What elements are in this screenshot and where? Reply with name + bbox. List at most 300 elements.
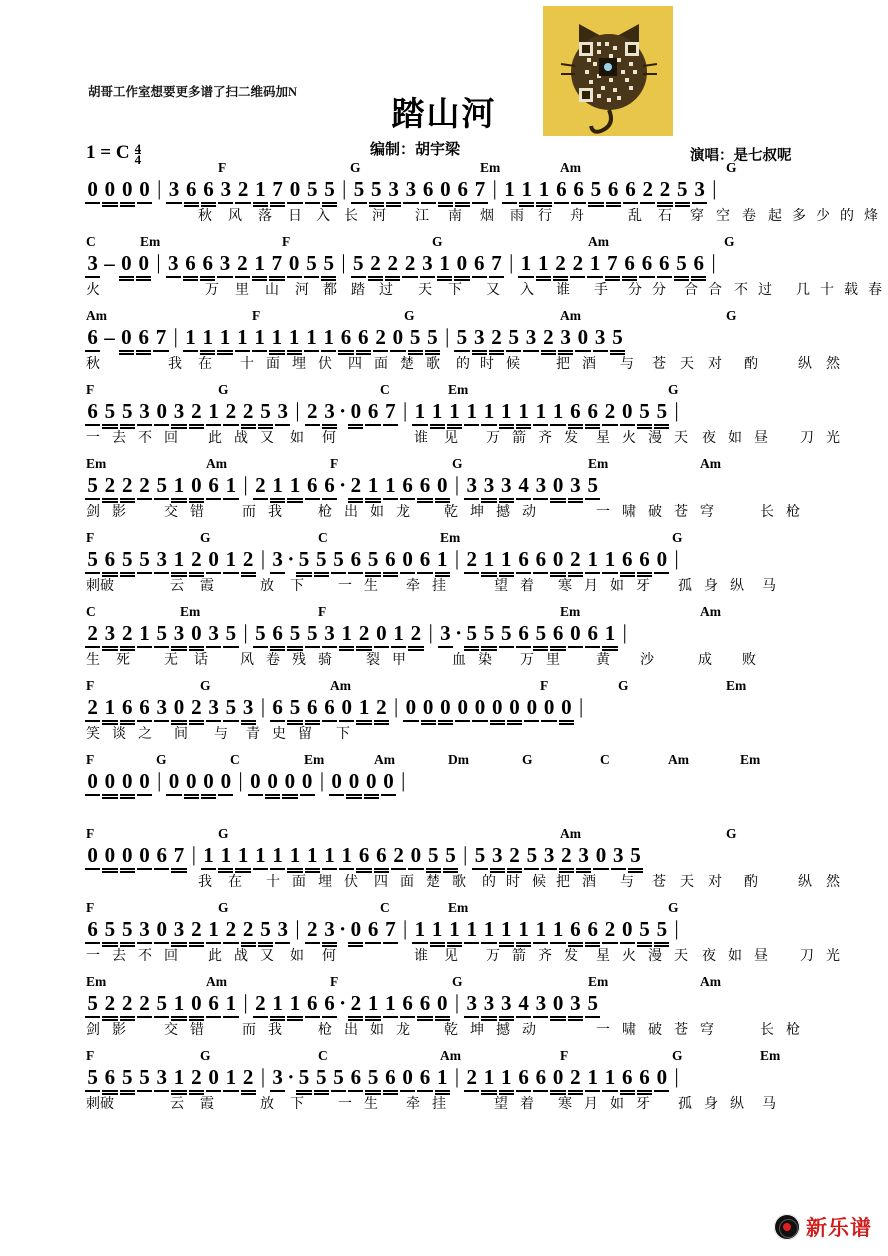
note-number: 6 <box>355 843 372 868</box>
note-number: 5 <box>84 547 101 572</box>
lyric-syllable: 望 <box>494 1097 508 1112</box>
note-number: 6 <box>399 473 416 498</box>
note-number: 3 <box>498 473 515 498</box>
note-number: 1 <box>532 399 549 424</box>
note-number: 1 <box>252 177 269 202</box>
lyric-syllable: 剑 <box>86 1023 100 1038</box>
note-number: 1 <box>532 917 549 942</box>
lyric-syllable: 埋 <box>318 875 332 890</box>
chord-symbol: C <box>380 900 390 915</box>
note-number: 7 <box>382 399 399 424</box>
lyric-syllable: 候 <box>532 875 546 890</box>
lyric-syllable: 交 <box>164 1023 178 1038</box>
lyric-syllable: 时 <box>506 875 520 890</box>
lyric-syllable: 身 <box>704 1097 718 1112</box>
chord-row <box>0 234 888 251</box>
lyric-syllable: 酒 <box>582 357 596 372</box>
lyric-syllable: 一 <box>338 1097 352 1112</box>
lyric-syllable: 星 <box>596 431 610 446</box>
note-number: 5 <box>84 991 101 1016</box>
lyric-row <box>0 205 888 227</box>
note-number: 6 <box>471 251 488 276</box>
note-number: 1 <box>338 843 355 868</box>
lyric-syllable: 败 <box>742 653 756 668</box>
note-number: 2 <box>558 843 575 868</box>
lyric-syllable: 寒 <box>558 1097 572 1112</box>
note-number: 5 <box>153 991 170 1016</box>
note-number: 5 <box>636 399 653 424</box>
lyric-syllable: 黄 <box>596 653 610 668</box>
note-number: 3 <box>274 399 291 424</box>
lyric-syllable: 入 <box>316 209 330 224</box>
note-number: 2 <box>372 325 389 350</box>
note-number: 7 <box>382 917 399 942</box>
chord-symbol: Em <box>760 1048 781 1063</box>
note-number: 5 <box>84 1065 101 1090</box>
lyric-syllable: 的 <box>456 357 470 372</box>
note-number: 5 <box>673 251 690 276</box>
note-number: 6 <box>515 621 532 646</box>
note-number: 6 <box>382 547 399 572</box>
note-number: 2 <box>222 399 239 424</box>
lyric-syllable: 放 <box>260 579 274 594</box>
lyric-syllable: 刺破 <box>86 579 114 594</box>
note-number: 5 <box>471 843 488 868</box>
notation-row <box>0 325 888 353</box>
note-number: 2 <box>188 399 205 424</box>
note-number: 5 <box>304 177 321 202</box>
note-number: 5 <box>636 917 653 942</box>
note-number: 6 <box>690 251 707 276</box>
lyric-syllable: 南 <box>448 209 462 224</box>
lyric-syllable: 去 <box>112 431 126 446</box>
note-number: 5 <box>532 621 549 646</box>
chord-symbol: G <box>618 678 629 693</box>
chord-symbol: G <box>200 530 211 545</box>
note-number: 0 <box>653 1065 670 1090</box>
lyric-syllable: 枪 <box>318 505 332 520</box>
chord-symbol: F <box>330 456 339 471</box>
barline: | <box>394 694 399 718</box>
lyric-syllable: 牙 <box>636 1097 650 1112</box>
lyric-syllable: 天 <box>680 357 694 372</box>
note-number: 7 <box>604 251 621 276</box>
lyric-syllable: 穹 <box>700 1023 714 1038</box>
lyric-syllable: 间 <box>174 727 188 742</box>
lyric-row <box>0 871 888 893</box>
note-number: 6 <box>347 547 364 572</box>
note-number: 1 <box>170 1065 187 1090</box>
note-number: 6 <box>373 843 390 868</box>
note-number: 0 <box>205 1065 222 1090</box>
note-number: 0 <box>549 473 566 498</box>
chord-symbol: Am <box>700 456 721 471</box>
lyric-syllable: 枪 <box>786 1023 800 1038</box>
lyric-syllable: 歌 <box>452 875 466 890</box>
lyric-syllable: 留 <box>298 727 312 742</box>
lyric-syllable: 分 <box>652 283 666 298</box>
system-spacer <box>0 227 888 234</box>
note-number: 6 <box>182 251 199 276</box>
note-number: 5 <box>295 1065 312 1090</box>
notation-row <box>0 991 888 1019</box>
note-number: 0 <box>567 621 584 646</box>
note-number: 1 <box>355 695 372 720</box>
watermark-text: 胡哥工作室想要更多谱了扫二维码加N <box>88 85 298 99</box>
lyric-syllable: 光 <box>826 431 840 446</box>
note-number: 2 <box>656 177 673 202</box>
dotted-note-mark: · <box>339 917 347 941</box>
note-number: 1 <box>446 399 463 424</box>
lyric-syllable: 酒 <box>582 875 596 890</box>
lyric-syllable: 昼 <box>754 431 768 446</box>
note-number: 2 <box>136 991 153 1016</box>
note-number: 1 <box>601 547 618 572</box>
lyric-syllable: 载 <box>844 283 858 298</box>
lyric-syllable: 影 <box>112 1023 126 1038</box>
note-number: 6 <box>153 843 170 868</box>
note-number: 5 <box>295 547 312 572</box>
note-number: 1 <box>170 547 187 572</box>
lyric-syllable: 牙 <box>636 579 650 594</box>
note-number: 2 <box>552 251 569 276</box>
note-number: 7 <box>471 177 488 202</box>
barline: | <box>403 916 408 940</box>
note-number: 0 <box>84 843 101 868</box>
lyric-syllable: 江 <box>415 209 429 224</box>
note-number: 3 <box>498 991 515 1016</box>
note-number: 0 <box>84 177 101 202</box>
lyric-syllable: 万 <box>205 283 219 298</box>
chord-symbol: C <box>600 752 610 767</box>
note-number: 6 <box>622 177 639 202</box>
site-logo[interactable] <box>774 1212 872 1242</box>
note-number: 3 <box>489 843 506 868</box>
lyric-syllable: 破 <box>648 1023 662 1038</box>
note-number: 3 <box>691 177 708 202</box>
note-number: 5 <box>584 473 601 498</box>
lyric-syllable: 枪 <box>786 505 800 520</box>
lyric-syllable: 苍 <box>674 1023 688 1038</box>
note-number: 0 <box>540 695 557 720</box>
lyric-syllable: 在 <box>228 875 242 890</box>
note-number: 3 <box>321 917 338 942</box>
lyric-row <box>0 501 888 523</box>
chord-symbol: G <box>724 234 735 249</box>
note-number: 1 <box>364 991 381 1016</box>
lyric-syllable: 牵 <box>406 579 420 594</box>
note-number: 3 <box>567 991 584 1016</box>
note-number: 1 <box>498 399 515 424</box>
note-number: 5 <box>653 917 670 942</box>
note-number: 6 <box>205 991 222 1016</box>
note-number: 5 <box>257 917 274 942</box>
note-number: 2 <box>601 399 618 424</box>
note-number: 2 <box>101 473 118 498</box>
note-number: 6 <box>399 991 416 1016</box>
lyric-syllable: 我 <box>268 505 282 520</box>
lyric-syllable: 卷 <box>742 209 756 224</box>
chord-symbol: C <box>318 530 328 545</box>
music-system <box>0 678 888 752</box>
lyric-syllable: 云 <box>170 1097 184 1112</box>
lyric-syllable: 生 <box>364 579 378 594</box>
note-number: 3 <box>205 695 222 720</box>
lyric-syllable: 多 <box>792 209 806 224</box>
note-number: 1 <box>480 547 497 572</box>
note-number: 1 <box>429 399 446 424</box>
lyric-syllable: 如 <box>370 505 384 520</box>
lyric-syllable: 月 <box>584 1097 598 1112</box>
lyric-syllable: 里 <box>546 653 560 668</box>
note-number: 0 <box>402 695 419 720</box>
note-number: 0 <box>347 917 364 942</box>
note-number: 3 <box>170 917 187 942</box>
note-number: 5 <box>222 621 239 646</box>
lyric-syllable: 成 <box>698 653 712 668</box>
note-number: 2 <box>188 1065 205 1090</box>
chord-symbol: F <box>86 382 95 397</box>
note-number: 5 <box>584 991 601 1016</box>
lyric-syllable: 月 <box>584 579 598 594</box>
lyric-syllable: 我 <box>198 875 212 890</box>
lyric-syllable: 之 <box>138 727 152 742</box>
note-number: 0 <box>101 769 118 794</box>
note-number: 2 <box>463 1065 480 1090</box>
note-number: 0 <box>188 621 205 646</box>
lyric-syllable: 错 <box>190 1023 204 1038</box>
note-number: 2 <box>373 695 390 720</box>
note-number: 6 <box>183 177 200 202</box>
note-number: 6 <box>364 917 381 942</box>
note-number: 1 <box>222 991 239 1016</box>
note-number: 6 <box>304 473 321 498</box>
lyric-syllable: 如 <box>370 1023 384 1038</box>
music-system <box>0 530 888 604</box>
note-number: 0 <box>286 251 303 276</box>
note-number: 7 <box>268 251 285 276</box>
lyric-syllable: 光 <box>826 949 840 964</box>
chord-symbol: F <box>86 752 95 767</box>
lyric-syllable: 山 <box>265 283 279 298</box>
lyric-syllable: 面 <box>292 875 306 890</box>
chord-symbol: Am <box>700 974 721 989</box>
note-number: 0 <box>281 769 298 794</box>
lyric-syllable: 与 <box>620 875 634 890</box>
note-number: 0 <box>399 1065 416 1090</box>
lyric-syllable: 乾 <box>444 505 458 520</box>
note-number: 2 <box>240 917 257 942</box>
chord-symbol: Am <box>668 752 689 767</box>
note-number: 0 <box>373 621 390 646</box>
note-number: 2 <box>567 547 584 572</box>
note-number: 3 <box>522 325 539 350</box>
barline: | <box>173 324 178 348</box>
note-number: 5 <box>222 695 239 720</box>
note-number: 6 <box>416 991 433 1016</box>
note-number: 1 <box>498 917 515 942</box>
barline: | <box>403 398 408 422</box>
lyric-syllable: 的 <box>840 209 854 224</box>
chord-row <box>0 160 888 177</box>
lyric-syllable: 天 <box>674 949 688 964</box>
note-number: 1 <box>436 251 453 276</box>
lyric-syllable: 楚 <box>400 357 414 372</box>
note-number: 0 <box>118 325 135 350</box>
note-number: 5 <box>330 1065 347 1090</box>
lyric-syllable: 一 <box>596 505 610 520</box>
lyric-syllable: 霞 <box>200 579 214 594</box>
lyric-syllable: 河 <box>295 283 309 298</box>
chord-symbol: F <box>86 678 95 693</box>
note-number: 6 <box>567 917 584 942</box>
chord-symbol: G <box>432 234 443 249</box>
note-number: 5 <box>674 177 691 202</box>
lyric-syllable: 河 <box>372 209 386 224</box>
note-number: 3 <box>575 843 592 868</box>
note-number: 0 <box>407 843 424 868</box>
lyric-syllable: 马 <box>762 579 776 594</box>
barline: | <box>156 250 161 274</box>
chord-symbol: G <box>672 530 683 545</box>
note-number: 1 <box>205 917 222 942</box>
notation-row <box>0 917 888 945</box>
note-number: 0 <box>434 991 451 1016</box>
note-number: 6 <box>584 399 601 424</box>
note-number: 0 <box>347 399 364 424</box>
chord-symbol: F <box>86 1048 95 1063</box>
dotted-note-mark: · <box>455 621 463 645</box>
chord-symbol: Am <box>440 1048 461 1063</box>
lyric-syllable: 交 <box>164 505 178 520</box>
lyric-syllable: 刀 <box>800 949 814 964</box>
lyric-syllable: 里 <box>235 283 249 298</box>
note-number: 3 <box>437 621 454 646</box>
note-number: 3 <box>170 399 187 424</box>
note-number: 5 <box>304 621 321 646</box>
dotted-note-mark: · <box>339 991 347 1015</box>
note-number: 6 <box>605 177 622 202</box>
chord-symbol: Am <box>206 456 227 471</box>
note-extension: – <box>104 325 115 349</box>
note-number: 6 <box>84 325 101 350</box>
lyric-syllable: 齐 <box>538 949 552 964</box>
lyric-syllable: 夜 <box>702 949 716 964</box>
note-number: 0 <box>217 769 234 794</box>
note-number: 0 <box>592 843 609 868</box>
lyric-syllable: 如 <box>610 1097 624 1112</box>
lyric-syllable: 齐 <box>538 431 552 446</box>
lyric-syllable: 长 <box>760 505 774 520</box>
note-number: 1 <box>304 843 321 868</box>
notation-row <box>0 399 888 427</box>
note-number: 6 <box>321 991 338 1016</box>
lyric-syllable: 坤 <box>470 1023 484 1038</box>
note-number: 0 <box>380 769 397 794</box>
lyric-syllable: 何 <box>322 949 336 964</box>
note-number: 7 <box>488 251 505 276</box>
lyric-syllable: 过 <box>379 283 393 298</box>
note-number: 6 <box>101 547 118 572</box>
lyric-syllable: 火 <box>622 431 636 446</box>
chord-symbol: Am <box>560 308 581 323</box>
note-number: 0 <box>153 917 170 942</box>
system-spacer <box>0 671 888 678</box>
chord-symbol: Em <box>180 604 201 619</box>
chord-symbol: Dm <box>448 752 469 767</box>
barline: | <box>260 1064 266 1088</box>
lyric-syllable: 箭 <box>512 949 526 964</box>
note-number: 6 <box>570 177 587 202</box>
chord-symbol: Am <box>330 678 351 693</box>
note-number: 1 <box>222 547 239 572</box>
note-number: 5 <box>257 399 274 424</box>
music-system <box>0 308 888 382</box>
lyric-syllable: 长 <box>760 1023 774 1038</box>
chord-symbol: G <box>350 160 361 175</box>
lyric-syllable: 四 <box>374 875 388 890</box>
note-number: 1 <box>222 473 239 498</box>
system-spacer <box>0 819 888 826</box>
note-number: 3 <box>385 177 402 202</box>
lyric-syllable: 天 <box>418 283 432 298</box>
note-number: 5 <box>505 325 522 350</box>
note-number: 6 <box>515 1065 532 1090</box>
lyric-syllable: 伏 <box>318 357 332 372</box>
note-number: 0 <box>119 177 136 202</box>
chord-symbol: Em <box>560 604 581 619</box>
note-number: 1 <box>205 399 222 424</box>
lyric-syllable: 刺破 <box>86 1097 114 1112</box>
lyric-syllable: 一 <box>596 1023 610 1038</box>
chord-symbol: F <box>86 826 95 841</box>
note-number: 3 <box>321 399 338 424</box>
chord-symbol: Em <box>304 752 325 767</box>
note-number: 5 <box>101 399 118 424</box>
lyric-syllable: 见 <box>444 949 458 964</box>
note-number: 1 <box>269 473 286 498</box>
lyric-syllable: 秋 <box>86 357 100 372</box>
note-number: 3 <box>610 843 627 868</box>
lyric-syllable: 枪 <box>318 1023 332 1038</box>
system-spacer <box>0 301 888 308</box>
notation-row <box>0 251 888 279</box>
lyric-syllable: 万 <box>520 653 534 668</box>
dotted-note-mark: · <box>287 547 295 571</box>
lyric-syllable: 乱 <box>628 209 642 224</box>
chord-symbol: Em <box>440 530 461 545</box>
lyric-syllable: 候 <box>506 357 520 372</box>
lyric-syllable: 生 <box>364 1097 378 1112</box>
lyric-syllable: 天 <box>680 875 694 890</box>
chord-symbol: F <box>86 900 95 915</box>
note-number: 0 <box>471 695 488 720</box>
note-number: 0 <box>338 695 355 720</box>
note-number: 5 <box>480 621 497 646</box>
note-extension: – <box>104 251 115 275</box>
lyric-syllable: 话 <box>194 653 208 668</box>
note-number: 1 <box>463 917 480 942</box>
note-number: 0 <box>328 769 345 794</box>
lyric-syllable: 苍 <box>652 357 666 372</box>
lyric-syllable: 如 <box>728 431 742 446</box>
lyric-syllable: 烟 <box>480 209 494 224</box>
note-number: 2 <box>188 547 205 572</box>
note-number: 3 <box>153 695 170 720</box>
note-number: 1 <box>434 1065 451 1090</box>
note-number: 6 <box>454 177 471 202</box>
note-number: 0 <box>264 769 281 794</box>
